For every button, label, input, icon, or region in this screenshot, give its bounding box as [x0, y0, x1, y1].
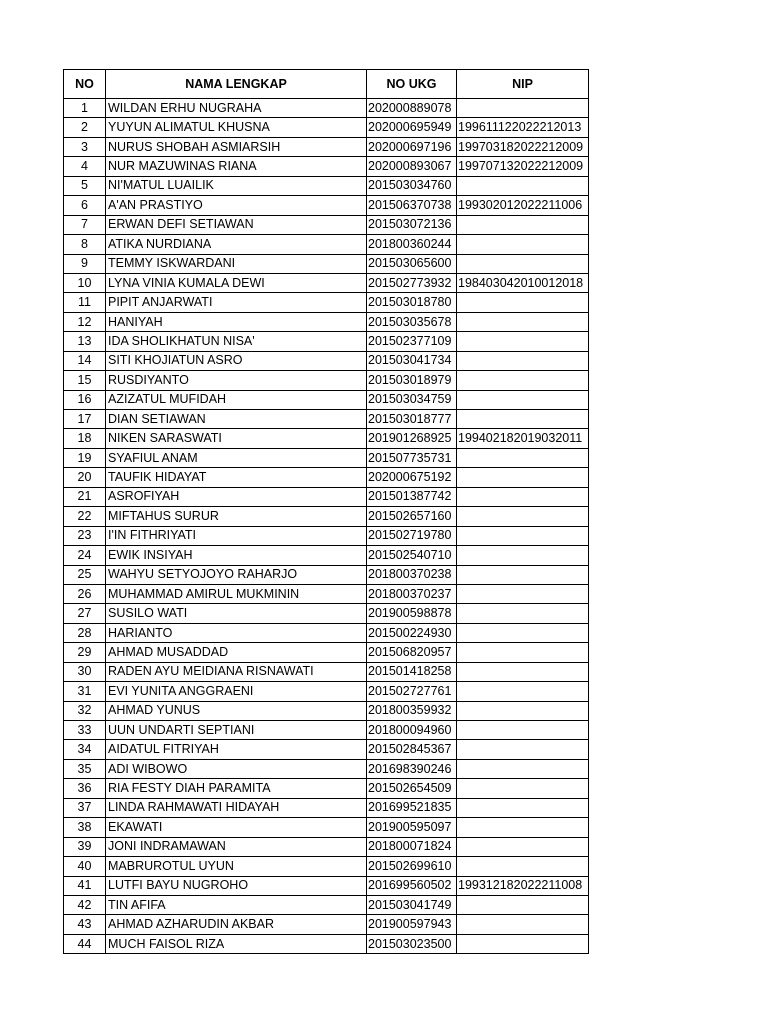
cell-nip: [457, 99, 589, 118]
cell-nip: [457, 740, 589, 759]
cell-nip: [457, 895, 589, 914]
cell-no-ukg: 201503041734: [367, 351, 457, 370]
table-row: [64, 448, 589, 467]
cell-no: 26: [64, 584, 106, 603]
cell-no: 25: [64, 565, 106, 584]
cell-no-ukg: 201503041749: [367, 895, 457, 914]
cell-nama: HANIYAH: [106, 312, 367, 331]
cell-nama: SITI KHOJIATUN ASRO: [106, 351, 367, 370]
table-row: [64, 487, 589, 506]
cell-no-ukg: 201800370238: [367, 565, 457, 584]
table-row: [64, 682, 589, 701]
cell-no-ukg: 201502377109: [367, 332, 457, 351]
table-row: [64, 293, 589, 312]
cell-nama: HARIANTO: [106, 623, 367, 642]
table-body: [64, 99, 589, 954]
cell-no-ukg: 201503065600: [367, 254, 457, 273]
cell-nip: [457, 507, 589, 526]
cell-nip: [457, 351, 589, 370]
cell-no: 34: [64, 740, 106, 759]
cell-nip: [457, 176, 589, 195]
table-row: [64, 118, 589, 137]
cell-no: 15: [64, 371, 106, 390]
cell-nama: TIN AFIFA: [106, 895, 367, 914]
cell-nama: YUYUN ALIMATUL KHUSNA: [106, 118, 367, 137]
table-row: [64, 623, 589, 642]
table-row: [64, 837, 589, 856]
cell-no-ukg: 201502773932: [367, 273, 457, 292]
cell-no: 21: [64, 487, 106, 506]
cell-nama: NI'MATUL LUAILIK: [106, 176, 367, 195]
cell-nama: ATIKA NURDIANA: [106, 235, 367, 254]
cell-no-ukg: 201503034759: [367, 390, 457, 409]
cell-no-ukg: 201502657160: [367, 507, 457, 526]
cell-no: 39: [64, 837, 106, 856]
cell-nip: [457, 623, 589, 642]
cell-nama: AZIZATUL MUFIDAH: [106, 390, 367, 409]
cell-no-ukg: 201502654509: [367, 779, 457, 798]
cell-no-ukg: 201507735731: [367, 448, 457, 467]
cell-nama: AHMAD MUSADDAD: [106, 643, 367, 662]
cell-nama: RADEN AYU MEIDIANA RISNAWATI: [106, 662, 367, 681]
cell-nama: LYNA VINIA KUMALA DEWI: [106, 273, 367, 292]
cell-no: 9: [64, 254, 106, 273]
cell-no-ukg: 201502719780: [367, 526, 457, 545]
cell-no-ukg: 201901268925: [367, 429, 457, 448]
cell-no: 29: [64, 643, 106, 662]
cell-nip: [457, 487, 589, 506]
cell-nip: [457, 254, 589, 273]
cell-no: 11: [64, 293, 106, 312]
table-row: [64, 196, 589, 215]
cell-no: 14: [64, 351, 106, 370]
cell-no: 41: [64, 876, 106, 895]
cell-no-ukg: 201800370237: [367, 584, 457, 603]
cell-nama: TEMMY ISKWARDANI: [106, 254, 367, 273]
table-row: [64, 429, 589, 448]
header-no-ukg: NO UKG: [367, 70, 457, 99]
cell-no: 28: [64, 623, 106, 642]
cell-nip: [457, 390, 589, 409]
cell-no: 37: [64, 798, 106, 817]
cell-nama: ADI WIBOWO: [106, 759, 367, 778]
cell-no: 17: [64, 410, 106, 429]
cell-no: 35: [64, 759, 106, 778]
table-row: [64, 546, 589, 565]
cell-nama: RIA FESTY DIAH PARAMITA: [106, 779, 367, 798]
cell-nama: PIPIT ANJARWATI: [106, 293, 367, 312]
cell-nama: MIFTAHUS SURUR: [106, 507, 367, 526]
cell-nip: [457, 584, 589, 603]
cell-nip: 199611122022212013: [457, 118, 589, 137]
cell-nip: [457, 915, 589, 934]
cell-no-ukg: 201900595097: [367, 818, 457, 837]
cell-nip: [457, 759, 589, 778]
cell-nip: [457, 293, 589, 312]
cell-no-ukg: 202000675192: [367, 468, 457, 487]
table-row: [64, 507, 589, 526]
cell-no: 19: [64, 448, 106, 467]
cell-nama: NUR MAZUWINAS RIANA: [106, 157, 367, 176]
table-row: [64, 701, 589, 720]
cell-no-ukg: 201699560502: [367, 876, 457, 895]
cell-nip: 199302012022211006: [457, 196, 589, 215]
cell-nip: [457, 332, 589, 351]
cell-nip: 198403042010012018: [457, 273, 589, 292]
cell-nip: [457, 701, 589, 720]
cell-no: 16: [64, 390, 106, 409]
cell-no-ukg: 201900597943: [367, 915, 457, 934]
cell-nip: [457, 934, 589, 953]
table-row: [64, 798, 589, 817]
table-row: [64, 604, 589, 623]
cell-nip: [457, 643, 589, 662]
table-row: [64, 235, 589, 254]
table-row: [64, 215, 589, 234]
cell-no-ukg: 202000695949: [367, 118, 457, 137]
cell-no-ukg: 202000889078: [367, 99, 457, 118]
table-row: [64, 759, 589, 778]
cell-no: 33: [64, 721, 106, 740]
cell-no-ukg: 201699521835: [367, 798, 457, 817]
teacher-list-table: [63, 69, 589, 954]
cell-no: 24: [64, 546, 106, 565]
header-row: [64, 70, 589, 99]
cell-nama: ASROFIYAH: [106, 487, 367, 506]
cell-nip: [457, 721, 589, 740]
cell-nama: AIDATUL FITRIYAH: [106, 740, 367, 759]
cell-nip: [457, 371, 589, 390]
cell-nama: ERWAN DEFI SETIAWAN: [106, 215, 367, 234]
cell-no: 27: [64, 604, 106, 623]
table-row: [64, 332, 589, 351]
cell-no: 13: [64, 332, 106, 351]
cell-nama: EVI YUNITA ANGGRAENI: [106, 682, 367, 701]
table-row: [64, 312, 589, 331]
cell-no-ukg: 202000697196: [367, 137, 457, 156]
table-row: [64, 565, 589, 584]
cell-nama: JONI INDRAMAWAN: [106, 837, 367, 856]
table-row: [64, 818, 589, 837]
cell-no: 40: [64, 857, 106, 876]
cell-no: 32: [64, 701, 106, 720]
cell-nama: MABRUROTUL UYUN: [106, 857, 367, 876]
header-nama-lengkap: NAMA LENGKAP: [106, 70, 367, 99]
table-row: [64, 390, 589, 409]
cell-no: 36: [64, 779, 106, 798]
table-row: [64, 273, 589, 292]
cell-no: 22: [64, 507, 106, 526]
table-row: [64, 157, 589, 176]
table-row: [64, 915, 589, 934]
cell-nama: SUSILO WATI: [106, 604, 367, 623]
cell-no: 20: [64, 468, 106, 487]
cell-nama: TAUFIK HIDAYAT: [106, 468, 367, 487]
header-no: NO: [64, 70, 106, 99]
cell-no-ukg: 201501418258: [367, 662, 457, 681]
cell-nip: [457, 526, 589, 545]
table-row: [64, 740, 589, 759]
cell-no-ukg: 201506370738: [367, 196, 457, 215]
cell-nip: [457, 798, 589, 817]
table-row: [64, 468, 589, 487]
table-row: [64, 895, 589, 914]
cell-no-ukg: 201900598878: [367, 604, 457, 623]
cell-nama: MUHAMMAD AMIRUL MUKMININ: [106, 584, 367, 603]
cell-nama: LUTFI BAYU NUGROHO: [106, 876, 367, 895]
cell-nip: [457, 604, 589, 623]
cell-no-ukg: 201503034760: [367, 176, 457, 195]
cell-no-ukg: 201503018979: [367, 371, 457, 390]
cell-nip: 199402182019032011: [457, 429, 589, 448]
cell-nama: AHMAD AZHARUDIN AKBAR: [106, 915, 367, 934]
cell-nama: WILDAN ERHU NUGRAHA: [106, 99, 367, 118]
table-row: [64, 779, 589, 798]
table-row: [64, 526, 589, 545]
cell-no: 5: [64, 176, 106, 195]
cell-nama: A'AN PRASTIYO: [106, 196, 367, 215]
cell-nip: [457, 837, 589, 856]
cell-no-ukg: 202000893067: [367, 157, 457, 176]
cell-nama: I'IN FITHRIYATI: [106, 526, 367, 545]
cell-nip: 199312182022211008: [457, 876, 589, 895]
cell-no-ukg: 201503018780: [367, 293, 457, 312]
cell-no-ukg: 201800359932: [367, 701, 457, 720]
table-row: [64, 934, 589, 953]
cell-nip: [457, 818, 589, 837]
cell-nip: [457, 468, 589, 487]
table-row: [64, 876, 589, 895]
cell-no: 6: [64, 196, 106, 215]
cell-nip: [457, 857, 589, 876]
cell-no: 12: [64, 312, 106, 331]
cell-no: 7: [64, 215, 106, 234]
cell-nama: RUSDIYANTO: [106, 371, 367, 390]
cell-nama: EKAWATI: [106, 818, 367, 837]
cell-no: 1: [64, 99, 106, 118]
cell-nip: 199703182022212009: [457, 137, 589, 156]
cell-no: 42: [64, 895, 106, 914]
cell-no-ukg: 201506820957: [367, 643, 457, 662]
cell-no-ukg: 201800360244: [367, 235, 457, 254]
cell-no: 18: [64, 429, 106, 448]
cell-nip: [457, 662, 589, 681]
table-row: [64, 410, 589, 429]
cell-no: 2: [64, 118, 106, 137]
cell-nip: [457, 215, 589, 234]
cell-no-ukg: 201501387742: [367, 487, 457, 506]
cell-no-ukg: 201800071824: [367, 837, 457, 856]
cell-no: 43: [64, 915, 106, 934]
cell-no-ukg: 201503023500: [367, 934, 457, 953]
cell-nama: DIAN SETIAWAN: [106, 410, 367, 429]
cell-no: 38: [64, 818, 106, 837]
table-row: [64, 857, 589, 876]
cell-no-ukg: 201800094960: [367, 721, 457, 740]
header-nip: NIP: [457, 70, 589, 99]
table-row: [64, 351, 589, 370]
cell-nama: NIKEN SARASWATI: [106, 429, 367, 448]
cell-nama: NURUS SHOBAH ASMIARSIH: [106, 137, 367, 156]
cell-nip: [457, 312, 589, 331]
cell-no-ukg: 201502845367: [367, 740, 457, 759]
cell-nip: [457, 235, 589, 254]
cell-nip: [457, 448, 589, 467]
table-row: [64, 721, 589, 740]
cell-no-ukg: 201503035678: [367, 312, 457, 331]
cell-no-ukg: 201503018777: [367, 410, 457, 429]
table-row: [64, 584, 589, 603]
cell-nama: UUN UNDARTI SEPTIANI: [106, 721, 367, 740]
table-row: [64, 662, 589, 681]
cell-no-ukg: 201500224930: [367, 623, 457, 642]
cell-no: 23: [64, 526, 106, 545]
cell-nama: LINDA RAHMAWATI HIDAYAH: [106, 798, 367, 817]
table-row: [64, 254, 589, 273]
cell-no-ukg: 201503072136: [367, 215, 457, 234]
cell-nama: WAHYU SETYOJOYO RAHARJO: [106, 565, 367, 584]
cell-no-ukg: 201502699610: [367, 857, 457, 876]
cell-nip: [457, 410, 589, 429]
cell-nama: IDA SHOLIKHATUN NISA': [106, 332, 367, 351]
cell-nip: [457, 565, 589, 584]
cell-nama: AHMAD YUNUS: [106, 701, 367, 720]
cell-no-ukg: 201698390246: [367, 759, 457, 778]
cell-no: 4: [64, 157, 106, 176]
table-row: [64, 176, 589, 195]
cell-nama: MUCH FAISOL RIZA: [106, 934, 367, 953]
cell-no: 10: [64, 273, 106, 292]
cell-no-ukg: 201502727761: [367, 682, 457, 701]
cell-nama: SYAFIUL ANAM: [106, 448, 367, 467]
cell-nip: [457, 682, 589, 701]
table-row: [64, 137, 589, 156]
cell-no: 31: [64, 682, 106, 701]
cell-nip: [457, 546, 589, 565]
table-row: [64, 99, 589, 118]
table-row: [64, 643, 589, 662]
cell-no: 3: [64, 137, 106, 156]
cell-no-ukg: 201502540710: [367, 546, 457, 565]
cell-nip: 199707132022212009: [457, 157, 589, 176]
cell-no: 44: [64, 934, 106, 953]
cell-nip: [457, 779, 589, 798]
table-row: [64, 371, 589, 390]
cell-nama: EWIK INSIYAH: [106, 546, 367, 565]
cell-no: 30: [64, 662, 106, 681]
cell-no: 8: [64, 235, 106, 254]
